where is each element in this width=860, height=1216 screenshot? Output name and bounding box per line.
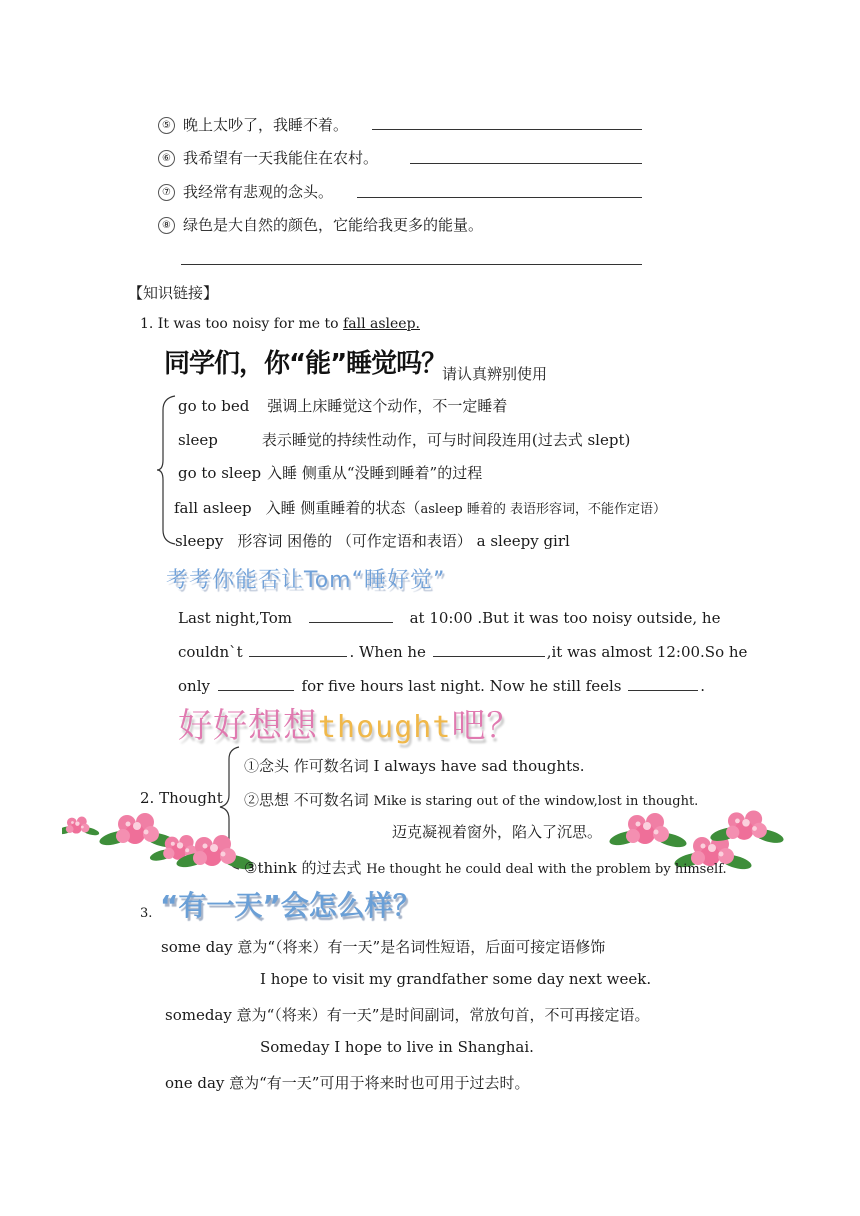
answer-line[interactable]	[372, 129, 642, 130]
item1-phrase: fall asleep.	[343, 316, 420, 332]
row-desc: 入睡 侧重从“没睡到睡着”的过程	[267, 464, 483, 482]
answer-line[interactable]	[181, 264, 642, 265]
exercise-text: 晚上太吵了，我睡不着。	[183, 116, 349, 134]
someday-example-1: I hope to visit my grandfather some day next week.	[260, 970, 652, 988]
number-badge: ⑧	[158, 217, 175, 234]
someday-row-2: someday 意为“（将来）有一天”是时间副词，常放句首，不可再接定语。	[165, 1006, 650, 1024]
exercise-text: 我希望有一天我能住在农村。	[183, 149, 379, 167]
thought-label: 2. Thought	[140, 789, 223, 807]
quiz-blank-5[interactable]	[628, 690, 698, 691]
sleep-row-5	[175, 530, 570, 551]
quiz-text: for five hours last night. Now he still feels	[301, 677, 622, 695]
item1-sentence	[140, 316, 420, 332]
exercise-6	[158, 147, 378, 168]
left-brace-icon	[155, 394, 179, 546]
quiz-title: 考考你能否让Tom“睡好觉”	[166, 568, 446, 593]
row-desc: 形容词 困倦的 （可作定语和表语） a sleepy girl	[237, 532, 570, 550]
quiz-text: at 10:00 .But it was too noisy outside, he	[409, 609, 721, 627]
quiz-blank-2[interactable]	[249, 656, 347, 657]
item2-title-a: 好好想想	[178, 706, 318, 746]
row-term: fall asleep	[174, 499, 252, 517]
number-badge: ⑦	[158, 184, 175, 201]
item2-title	[178, 698, 521, 747]
item1-note: 请认真辨别使用	[442, 365, 548, 383]
item1-prefix: 1. It was too noisy for me to	[140, 316, 344, 332]
answer-line[interactable]	[410, 163, 642, 164]
item1-heading: 同学们，你“能”睡觉吗？	[164, 349, 447, 379]
number-badge: ⑥	[158, 150, 175, 167]
meaning-example: He thought he could deal with the problem by himself.	[366, 862, 727, 877]
row-term: go to sleep	[178, 464, 262, 482]
row-term: go to bed	[178, 397, 250, 415]
quiz-text: . When he	[349, 643, 426, 661]
row-desc: 强调上床睡觉这个动作，不一定睡着	[267, 397, 508, 415]
sleep-row-1	[178, 395, 507, 416]
row-desc: 表示睡觉的持续性动作，可与时间段连用(过去式 slept)	[261, 431, 631, 449]
someday-row-3: one day 意为“有一天”可用于将来时也可用于过去时。	[165, 1074, 530, 1092]
thought-meaning-3	[244, 857, 727, 878]
section-title: 【知识链接】	[128, 284, 219, 302]
quiz-line-1	[178, 609, 731, 627]
quiz-blank-3[interactable]	[433, 656, 545, 657]
answer-line[interactable]	[357, 197, 642, 198]
meaning-zh: ③think 的过去式	[244, 859, 367, 877]
exercise-5	[158, 114, 348, 135]
sleep-row-3	[178, 462, 482, 483]
number-badge: ⑤	[158, 117, 175, 134]
someday-example-2: Someday I hope to live in Shanghai.	[260, 1038, 534, 1056]
someday-row-1: some day 意为“（将来）有一天”是名词性短语，后面可接定语修饰	[161, 938, 606, 956]
thought-meaning-1: ①念头 作可数名词 I always have sad thoughts.	[244, 757, 585, 775]
exercise-text: 绿色是大自然的颜色，它能给我更多的能量。	[183, 216, 484, 234]
quiz-text: .	[700, 677, 706, 695]
sleep-row-4	[174, 497, 666, 518]
meaning-zh: ②思想 不可数名词	[244, 791, 374, 809]
sleep-row-2	[178, 429, 630, 450]
item2-title-b: thought	[318, 710, 452, 745]
row-desc: 入睡 侧重睡着的状态（	[265, 499, 421, 517]
quiz-text: only	[178, 677, 210, 695]
item3-title: “有一天”会怎么样？	[160, 889, 421, 922]
quiz-text: ,it was almost 12:00.So he	[546, 643, 748, 661]
meaning-example: Mike is staring out of the window,lost in thought.	[373, 794, 699, 809]
row-small-note: asleep 睡着的 表语形容词，不能作定语）	[420, 502, 666, 517]
quiz-text: Last night,Tom	[178, 609, 293, 627]
quiz-blank-1[interactable]	[309, 622, 393, 623]
quiz-line-2	[178, 643, 747, 661]
row-term: sleepy	[175, 532, 224, 550]
thought-translation: 迈克凝视着窗外，陷入了沉思。	[392, 823, 603, 841]
quiz-blank-4[interactable]	[218, 690, 294, 691]
quiz-text: couldn`t	[178, 643, 243, 661]
row-term: sleep	[178, 431, 218, 449]
item2-title-c: 吧？	[451, 706, 522, 746]
quiz-line-3	[178, 677, 705, 695]
exercise-7	[158, 181, 333, 202]
item3-number: 3.	[140, 906, 153, 921]
exercise-text: 我经常有悲观的念头。	[183, 183, 334, 201]
exercise-8	[158, 214, 483, 235]
